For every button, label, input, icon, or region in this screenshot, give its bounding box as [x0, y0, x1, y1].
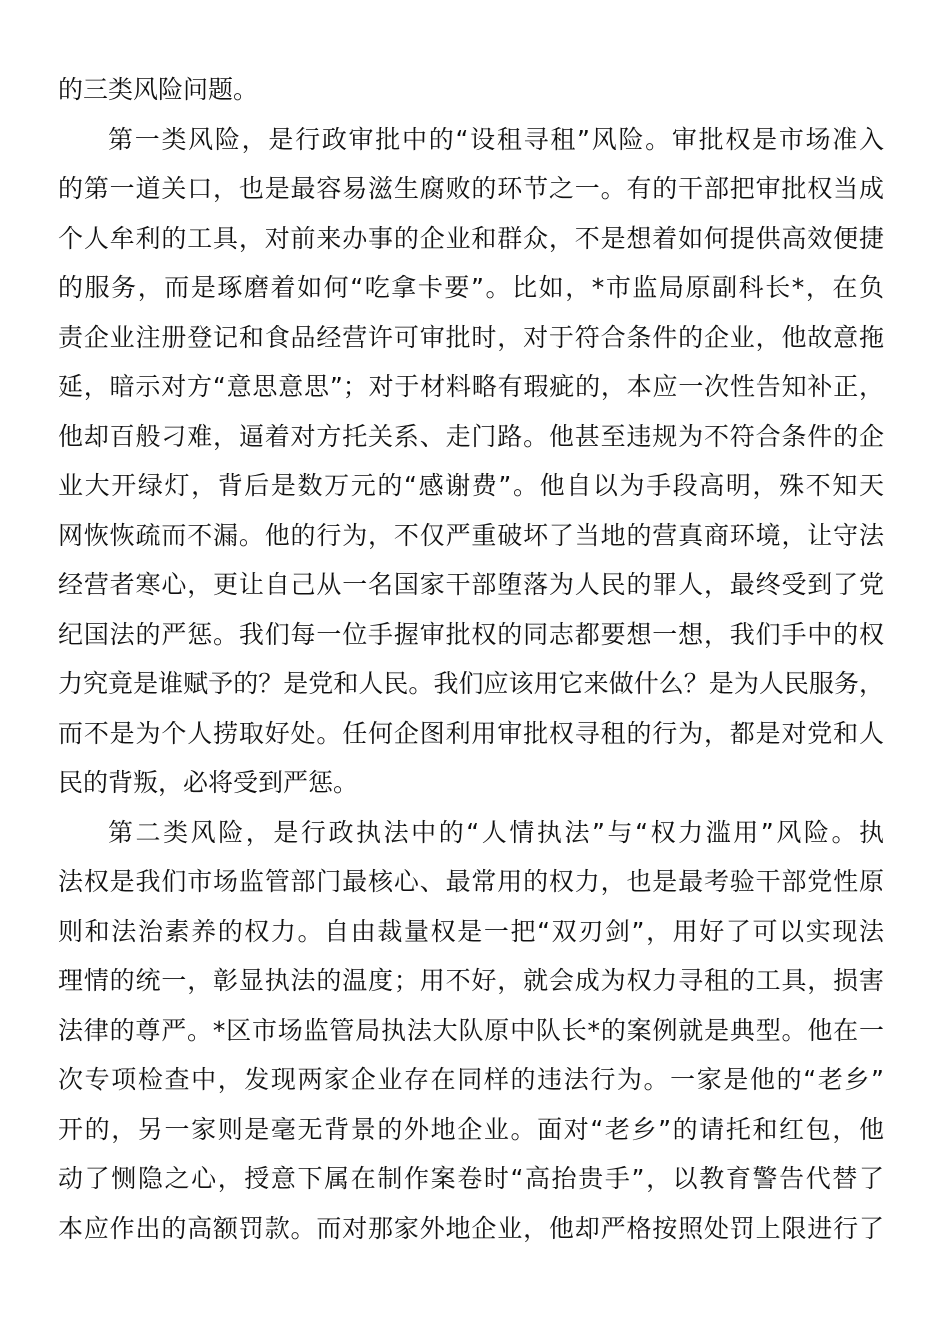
paragraph-last-line: 民的背叛，必将受到严惩。 — [58, 768, 359, 797]
text-line: 网恢恢疏而不漏。他的行为，不仅严重破坏了当地的营真商环境，让守法 — [58, 520, 884, 550]
text-line: 的第一道关口，也是最容易滋生腐败的环节之一。有的干部把审批权当成 — [58, 174, 884, 203]
paragraph-first-line: 第一类风险，是行政审批中的“设租寻租”风险。审批权是市场准入 — [108, 124, 884, 154]
body-text — [58, 65, 884, 1253]
text-line: 法权是我们市场监管部门最核心、最常用的权力，也是最考验干部党性原 — [58, 867, 884, 896]
text-line: 理情的统一，彰显执法的温度；用不好，就会成为权力寻租的工具，损害 — [58, 966, 884, 995]
text-line: 次专项检查中，发现两家企业存在同样的违法行为。一家是他的“老乡” — [58, 1065, 884, 1094]
text-line: 的服务，而是琢磨着如何“吃拿卡要”。比如，*市监局原副科长*，在负 — [58, 273, 884, 302]
text-line: 动了恻隐之心，授意下属在制作案卷时“高抬贵手”，以教育警告代替了 — [58, 1164, 884, 1193]
text-line: 他却百般刁难，逼着对方托关系、走门路。他甚至违规为不符合条件的企 — [58, 421, 884, 451]
text-line: 业大开绿灯，背后是数万元的“感谢费”。他自以为手段高明，殊不知天 — [58, 471, 884, 500]
text-line: 而不是为个人捞取好处。任何企图利用审批权寻租的行为，都是对党和人 — [58, 718, 884, 748]
text-line: 延，暗示对方“意思意思”；对于材料略有瑕疵的，本应一次性告知补正， — [58, 372, 884, 401]
text-line: 经营者寒心，更让自己从一名国家干部堕落为人民的罪人，最终受到了党 — [58, 570, 884, 599]
text-line: 个人牟利的工具，对前来办事的企业和群众，不是想着如何提供高效便捷 — [58, 223, 884, 253]
text-line: 开的，另一家则是毫无背景的外地企业。面对“老乡”的请托和红包，他 — [58, 1114, 884, 1144]
text-line: 则和法治素养的权力。自由裁量权是一把“双刃剑”，用好了可以实现法 — [58, 916, 884, 946]
paragraph-first-line: 第二类风险，是行政执法中的“人情执法”与“权力滥用”风险。执 — [108, 817, 884, 847]
text-line: 责企业注册登记和食品经营许可审批时，对于符合条件的企业，他故意拖 — [58, 322, 884, 352]
text-line: 纪国法的严惩。我们每一位手握审批权的同志都要想一想，我们手中的权 — [58, 619, 884, 649]
text-line: 法律的尊严。*区市场监管局执法大队原中队长*的案例就是典型。他在一 — [58, 1015, 884, 1045]
text-line: 本应作出的高额罚款。而对那家外地企业，他却严格按照处罚上限进行了 — [58, 1213, 884, 1243]
text-line: 的三类风险问题。 — [58, 75, 259, 104]
text-line: 力究竟是谁赋予的？是党和人民。我们应该用它来做什么？是为人民服务， — [58, 669, 884, 698]
